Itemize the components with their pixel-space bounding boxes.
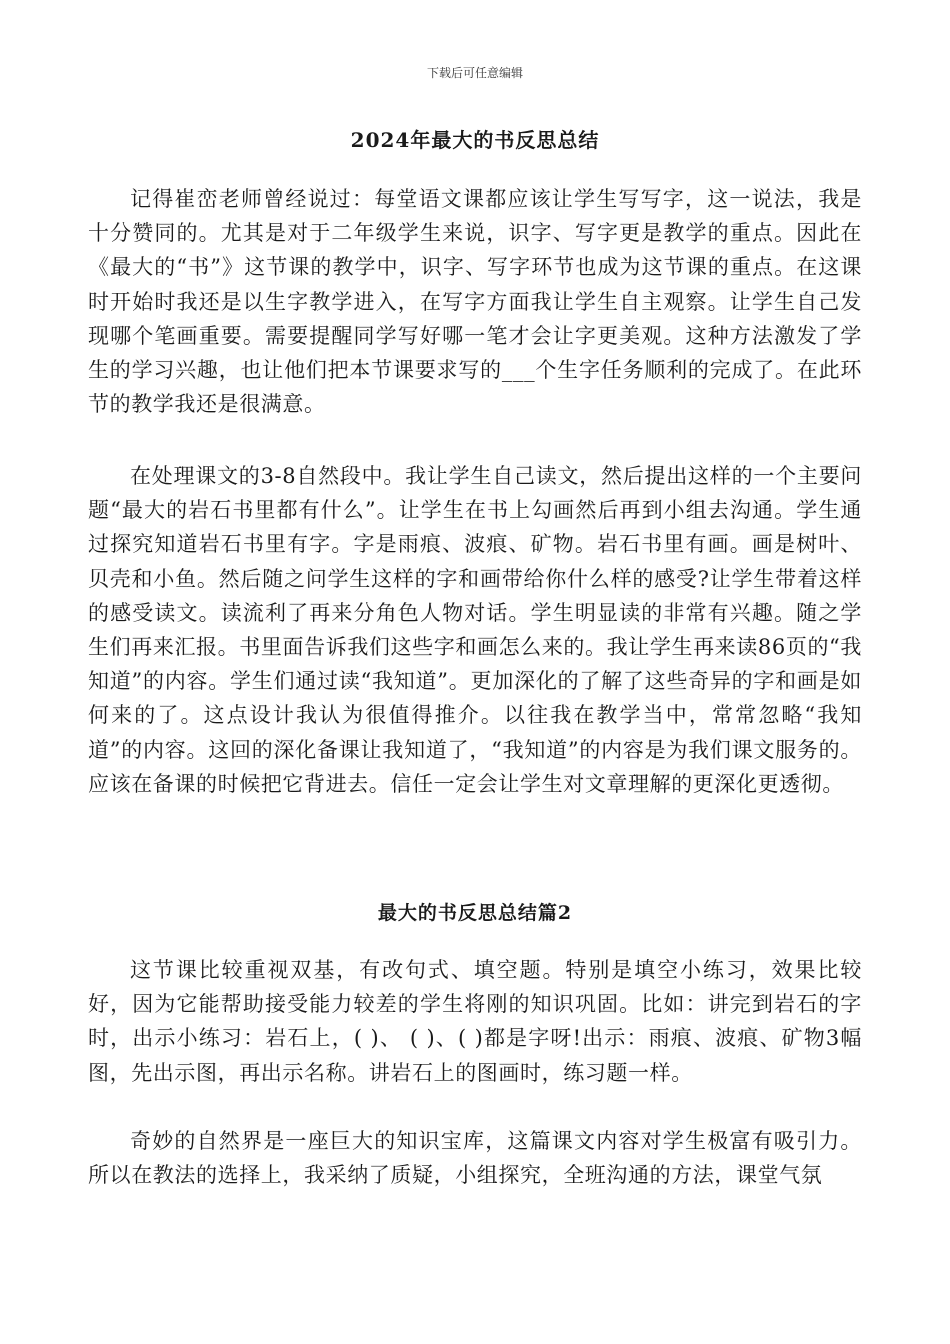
section-1-title: 2024年最大的书反思总结	[350, 128, 600, 152]
section-2-paragraph-2: 奇妙的自然界是一座巨大的知识宝库，这篇课文内容对学生极富有吸引力。所以在教法的选择上，我采纳了质疑，小组探究，全班沟通的方法，课堂气氛	[88, 1129, 862, 1188]
section-1-paragraph-1: 记得崔峦老师曾经说过：每堂语文课都应该让学生写写字，这一说法，我是十分赞同的。尤其是对于二年级学生来说，识字、写字更是教学的重点。因此在《最大的“书”》这节课的教学中，识字、写字环节也成为这节课的重点。在这课时开始时我还是以生字教学进入，在写字方面我让学生自主观察。让学生自己发现哪个笔画重要。需要提醒同学写好哪一笔才会让字更美观。这种方法激发了学生的学习兴趣，也让他们把本节课要求写的___个生字任务顺利的完成了。在此环节的教学我还是很满意。	[88, 187, 862, 417]
section-2-title: 最大的书反思总结篇2	[377, 902, 573, 924]
section-1-paragraph-2: 在处理课文的3-8自然段中。我让学生自己读文，然后提出这样的一个主要问题“最大的岩石书里都有什么”。让学生在书上勾画然后再到小组去沟通。学生通过探究知道岩石书里有字。字是雨痕、波痕、矿物。岩石书里有画。画是树叶、贝壳和小鱼。然后随之问学生这样的字和画带给你什么样的感受?让学生带着这样的感受读文。读流利了再来分角色人物对话。学生明显读的非常有兴趣。随之学生们再来汇报。书里面告诉我们这些字和画怎么来的。我让学生再来读86页的“我知道”的内容。学生们通过读“我知道”。更加深化的了解了这些奇异的字和画是如何来的了。这点设计我认为很值得推介。以往我在教学当中，常常忽略“我知道”的内容。这回的深化备课让我知道了，“我知道”的内容是为我们课文服务的。应该在备课的时候把它背进去。信任一定会让学生对文章理解的更深化更透彻。	[88, 464, 862, 796]
header-note: 下载后可任意编辑	[426, 66, 523, 80]
section-2-paragraph-1: 这节课比较重视双基，有改句式、填空题。特别是填空小练习，效果比较好，因为它能帮助接受能力较差的学生将刚的知识巩固。比如：讲完到岩石的字时，出示小练习：岩石上，( )、 ( )、( )都是字呀!出示：雨痕、波痕、矿物3幅图，先出示图，再出示名称。讲岩石上的图画时，练习题一样。	[88, 958, 862, 1085]
